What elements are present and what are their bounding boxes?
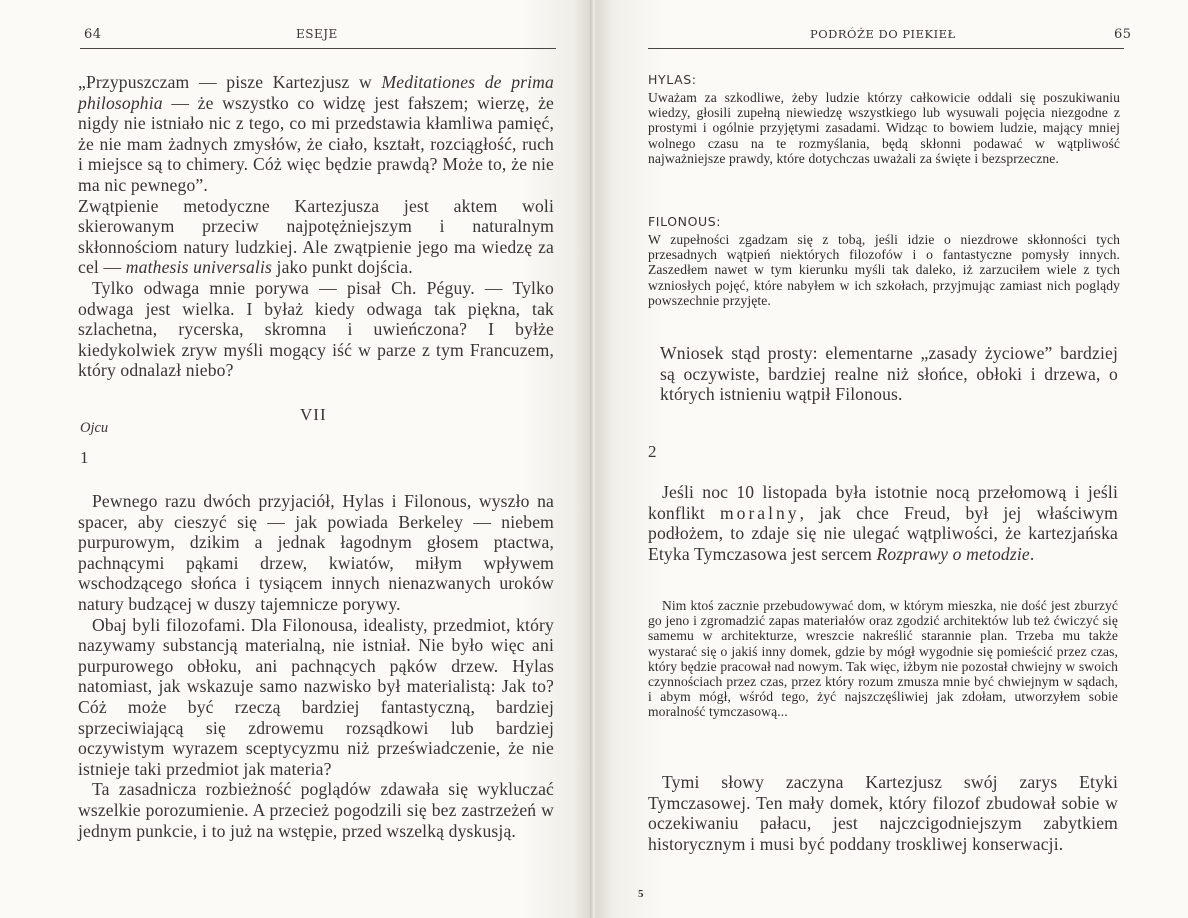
dedication: Ojcu: [80, 420, 109, 436]
dialogue-hylas: Uważam za szkodliwe, żeby ludzie którzy całkowicie oddali się poszukiwaniu wiedzy, głosili zupełną niewiedzę wszystkiego lub wysuwali pojęcia niezgodne z prostymi i ogólnie przyjętymi zasadami. Widząc to bowiem ludzie, mający mniej wolnego czasu na te rozmyślania, będą skłonni podawać w wątpliwość najważniejsze prawdy, które dotychczas uważali za święte i bezsprzeczne.: [648, 90, 1120, 166]
page-number-right: 65: [1114, 27, 1132, 42]
page-number-left: 64: [84, 27, 102, 42]
paragraph-methodical-doubt: Zwątpienie metodyczne Kartezjusza jest aktem woli skierowanym przeciw najpotężniejszym i naturalnym skłonnościom natury ludzkiej. Ale zwątpienie jego ma wiedzę za cel — mathesis universalis jako punkt dojścia.: [78, 195, 554, 278]
running-head-right: PODRÓŻE DO PIEKIEŁ: [810, 27, 956, 41]
paragraph-agreement: Ta zasadnicza rozbieżność poglądów zdawała się wykluczać wszelkie porozumienie. A przecież pogodzili się bez zastrzeżeń w jednym punkcie, i to już na wstępie, przed wszelką dyskusją.: [78, 779, 554, 841]
paragraph-walk: Pewnego razu dwóch przyjaciół, Hylas i Filonous, wyszło na spacer, aby cieszyć się — jak powiada Berkeley — niebem purpurowym, dzikim a jednak łagodnym głosem ptactwa, pachnącymi pąkami drzew, kwiatów, miłym wpływem wschodzącego słońca i tysiącem innych nienazwanych uroków natury budzącej w duszy tajemnicze porywy.: [78, 491, 554, 614]
printer-signature: 5: [638, 888, 644, 900]
paragraph-peguy: Tylko odwaga mnie porywa — pisał Ch. Péguy. — Tylko odwaga jest wielka. I byłaż kiedy odwaga tak piękna, tak szlachetna, rycerska, skromna i uwieńczona? I byłże kiedykolwiek zryw myśli mogący iść w parze z tym Francuzem, który odnalazł niebo?: [78, 277, 554, 381]
left-text-block-bottom: [78, 491, 554, 841]
paragraph-philosophers: Obaj byli filozofami. Dla Filonousa, idealisty, przedmiot, który nazywamy substancją materialną, nie istniał. Nie było więc ani purpurowego obłoku, ani pachnących pąków drzew. Hylas natomiast, jak wskazuje samo nazwisko był materialistą: Jak to? Cóż może być rzeczą bardziej fantastyczną, bardziej sprzeciwiającą się zdrowemu rozsądkowi lub bardziej oczywistym wyrazem sceptycyzmu niż przeświadczenie, że nie istnieje taki przedmiot jak materia?: [78, 614, 554, 779]
right-conclusion: Wniosek stąd prosty: elementarne „zasady życiowe” bardziej są oczywiste, bardziej realne niż słońce, obłoki i drzewa, o których istnieniu wątpił Filonous.: [660, 343, 1118, 405]
section-number-2: 2: [648, 442, 657, 461]
speaker-filonous: FILONOUS:: [648, 214, 722, 229]
paragraph-november: Jeśli noc 10 listopada była istotnie nocą przełomową i jeśli konflikt moralny, jak chce Freud, był jej właściwym podłożem, to zdaje się nie ulegać wątpliwości, że kartezjańska Etyka Tymczasowa jest sercem Rozprawy o metodzie.: [648, 482, 1118, 564]
book-title-rozprawy: Rozprawy o metodzie: [876, 543, 1030, 564]
book-title-meditationes: Meditationes de prima philosophia: [78, 72, 554, 113]
header-rule-left: [80, 48, 556, 49]
speaker-hylas: HYLAS:: [648, 72, 697, 87]
running-head-left: ESEJE: [296, 27, 338, 41]
left-text-block-top: [78, 72, 554, 381]
right-text-night: [648, 482, 1118, 564]
quote-descartes-house: Nim ktoś zacznie przebudowywać dom, w którym mieszka, nie dość jest zburzyć go jeno i zgromadzić zapas materiałów oraz zgodzić architektów lub też ćwiczyć się samemu w architekturze, wreszcie nakreślić starannie plan. Trzeba mu także wystarać się o jakiś inny domek, gdzie by mógł wygodnie się pomieścić przez czas, który będzie pracował nad nowym. Tak więc, iżbym nie pozostał chwiejny w swoich czynnościach przez czas, przez który rozum zmusza mnie być chwiejnym w sądach, i abym mógł, wśród tego, żyć najszczęśliwiej jak zdołam, utworzyłem sobie moralność tymczasową...: [648, 598, 1118, 720]
chapter-number: VII: [300, 405, 327, 424]
term-moralny: moralny: [719, 502, 800, 523]
right-text-ending: Tymi słowy zaczyna Kartezjusz swój zarys Etyki Tymczasowej. Ten mały domek, który filozof zbudował sobie w oczekiwaniu pałacu, jest najczcigodniejszym zabytkiem historycznym i musi być poddany troskliwej konserwacji.: [648, 772, 1118, 854]
term-mathesis: mathesis universalis: [125, 257, 272, 278]
right-page: [596, 0, 1188, 918]
left-page: [0, 0, 592, 918]
header-rule-right: [648, 48, 1124, 49]
section-number-1: 1: [80, 448, 89, 467]
dialogue-filonous: W zupełności zgadzam się z tobą, jeśli idzie o niezdrowe skłonności tych przesadnych wątpień niektórych filozofów i o fantastyczne pomysły innych. Zaszedłem nawet w tym kierunku myśli tak daleko, iż zarzuciłem wiele z tych wzniosłych pojęć, które nabyłem w ich szkołach, przyjmując zamiast nich poglądy powszechnie przyjęte.: [648, 232, 1120, 308]
paragraph-quote-descartes: „Przypuszczam — pisze Kartezjusz w Meditationes de prima philosophia — że wszystko co widzę jest fałszem; wierzę, że nigdy nie istniało nic z tego, co mi przedstawia kłamliwa pamięć, że nie mam żadnych zmysłów, że ciało, kształt, rozciągłość, ruch i miejsce są to chimery. Cóż więc będzie prawdą? Może to, że nie ma nic pewnego”.: [78, 72, 554, 195]
